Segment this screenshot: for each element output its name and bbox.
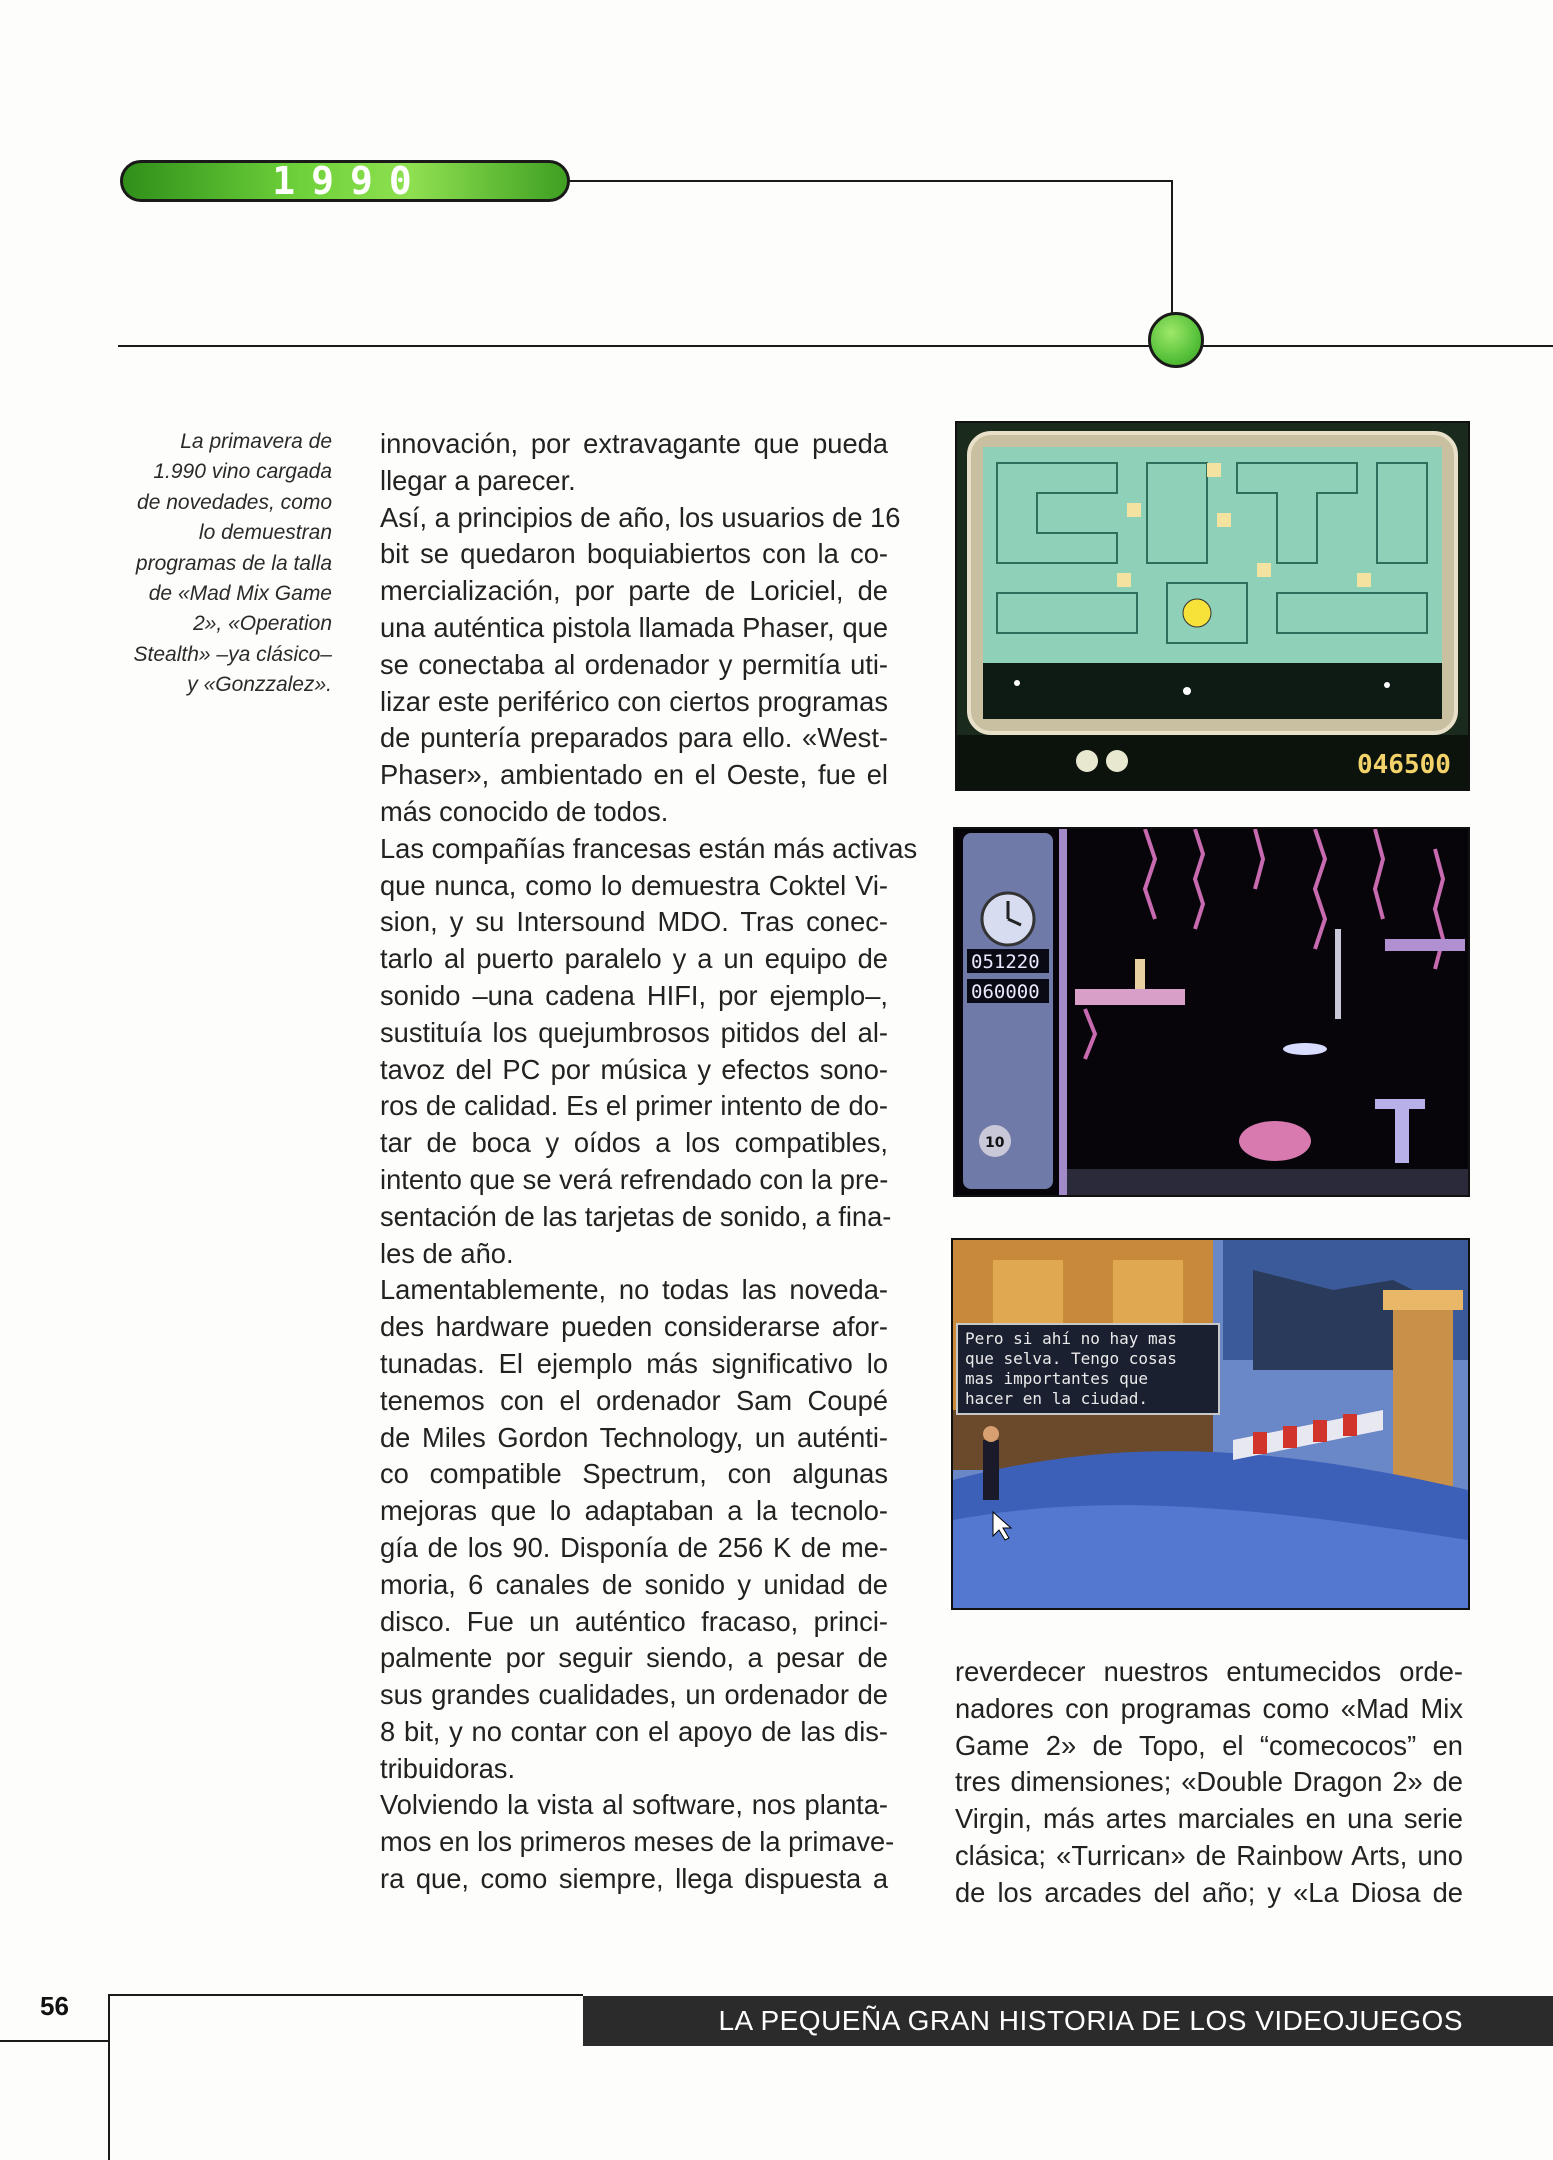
text-line: se conectaba al ordenador y permitía uti- (380, 648, 888, 680)
text-line: de los arcades del año; y «La Diosa de (955, 1876, 1463, 1908)
text-line: co compatible Spectrum, con algunas (380, 1458, 888, 1490)
footer-top-line (108, 1994, 583, 1996)
text-line: Game 2» de Topo, el “comecocos” en (955, 1729, 1463, 1761)
footer-vertical-line (108, 1994, 110, 2160)
text-line: bit se quedaron boquiabiertos con la co- (380, 538, 888, 570)
caption-line: lo demuestran (198, 521, 332, 545)
stealth-lives: 10 (985, 1135, 1005, 1151)
caption-line: 2», «Operation (193, 612, 332, 636)
caption-line: 1.990 vino cargada (153, 460, 332, 484)
text-line: más conocido de todos. (380, 795, 669, 827)
text-line: sentación de las tarjetas de sonido, a fina- (380, 1200, 892, 1232)
text-line: tres dimensiones; «Double Dragon 2» de (955, 1766, 1463, 1798)
stealth-counter-bottom: 060000 (971, 981, 1040, 1003)
text-line: palmente por seguir siendo, a pesar de (380, 1642, 888, 1674)
text-line: mercialización, por parte de Loriciel, de (380, 575, 888, 607)
screenshot-operation-stealth (953, 827, 1470, 1197)
footer-line (0, 2040, 110, 2042)
gonzzalez-dialogue-line: hacer en la ciudad. (965, 1389, 1149, 1408)
caption-line: Stealth» –ya clásico– (133, 642, 332, 666)
caption-line: La primavera de (180, 430, 332, 453)
stealth-scene (955, 829, 1468, 1195)
text-line: des hardware pueden considerarse afor- (380, 1311, 888, 1343)
article-column-main (380, 426, 918, 1898)
caption-line: de «Mad Mix Game (148, 582, 332, 606)
text-line: gía de los 90. Disponía de 256 K de me- (380, 1531, 888, 1563)
text-line: llegar a parecer. (380, 464, 576, 496)
text-line: ra que, como siempre, llega dispuesta a (380, 1863, 888, 1895)
gonzzalez-dialogue-line: Pero si ahí no hay mas (965, 1329, 1177, 1348)
text-line: Virgin, más artes marciales en una serie (955, 1803, 1463, 1835)
text-line: tar de boca y oídos a los compatibles, (380, 1127, 888, 1159)
header-line-vertical (1171, 180, 1173, 314)
text-line: sus grandes cualidades, un ordenador de (380, 1679, 888, 1711)
text-line: sion, y su Intersound MDO. Tras conec- (380, 906, 888, 938)
stealth-counter-top: 051220 (971, 951, 1040, 973)
text-line: tarlo al puerto paralelo y a un equipo de (380, 943, 888, 975)
gonzzalez-dialogue-line: que selva. Tengo cosas (965, 1349, 1177, 1368)
text-line: Así, a principios de año, los usuarios de 16 (380, 501, 901, 533)
text-line: tenemos con el ordenador Sam Coupé (380, 1384, 888, 1416)
text-line: una auténtica pistola llamada Phaser, que (380, 611, 888, 643)
screenshot-mad-mix-game-2 (955, 421, 1470, 791)
text-line: reverdecer nuestros entumecidos orde- (955, 1656, 1463, 1687)
text-line: clásica; «Turrican» de Rainbow Arts, uno (955, 1839, 1463, 1871)
text-line: mejoras que lo adaptaban a la tecnolo- (380, 1495, 888, 1527)
text-line: disco. Fue un auténtico fracaso, princi- (380, 1605, 888, 1637)
green-dot-marker (1148, 312, 1204, 368)
year-label: 1990 (272, 159, 428, 203)
mad-mix-score: 046500 (1357, 750, 1451, 780)
text-line: moria, 6 canales de sonido y unidad de (380, 1568, 888, 1600)
text-line: que nunca, como lo demuestra Coktel Vi- (380, 869, 888, 901)
text-line: de Miles Gordon Technology, un auténti- (380, 1421, 888, 1453)
caption-line: programas de la talla (135, 551, 332, 575)
text-line: tribuidoras. (380, 1752, 516, 1784)
text-line: Lamentablemente, no todas las noveda- (380, 1274, 888, 1306)
text-line: tavoz del PC por música y efectos sono- (380, 1053, 888, 1085)
text-line: lizar este periférico con ciertos programas (380, 685, 888, 717)
mad-mix-scene (957, 423, 1468, 789)
year-banner (120, 160, 570, 202)
header-line-bottom (118, 345, 1553, 347)
text-line: tunadas. El ejemplo más significativo lo (380, 1347, 888, 1379)
text-line: sustituía los quejumbrosos pitidos del al- (380, 1016, 888, 1048)
article-column-right (955, 1654, 1463, 1912)
text-line: intento que se verá refrendado con la pre- (380, 1163, 889, 1195)
header-line-top (568, 180, 1172, 182)
text-line: Phaser», ambientado en el Oeste, fue el (380, 759, 888, 791)
caption-line: de novedades, como (137, 490, 332, 514)
screenshot-gonzzalez (951, 1238, 1470, 1610)
text-line: mos en los primeros meses de la primave- (380, 1826, 895, 1858)
text-line: nadores con programas como «Mad Mix (955, 1692, 1463, 1724)
gonzzalez-dialogue-line: mas importantes que (965, 1369, 1149, 1388)
text-line: 8 bit, y no contar con el apoyo de las dis- (380, 1715, 888, 1747)
photo-caption (110, 427, 332, 701)
text-line: de puntería preparados para ello. «West- (380, 722, 888, 754)
text-line: les de año. (380, 1237, 514, 1269)
gonzzalez-scene (953, 1240, 1468, 1608)
text-line: innovación, por extravagante que pueda (380, 428, 888, 459)
footer-title: LA PEQUEÑA GRAN HISTORIA DE LOS VIDEOJUEGOS (718, 2005, 1463, 2036)
text-line: sonido –una cadena HIFI, por ejemplo–, (380, 979, 888, 1011)
text-line: ros de calidad. Es el primer intento de do- (380, 1090, 888, 1122)
text-line: Las compañías francesas están más activas (380, 832, 918, 864)
text-line: Volviendo la vista al software, nos planta- (380, 1789, 888, 1821)
page-number: 56 (40, 1991, 69, 2021)
caption-line: y «Gonzzalez». (187, 673, 332, 697)
